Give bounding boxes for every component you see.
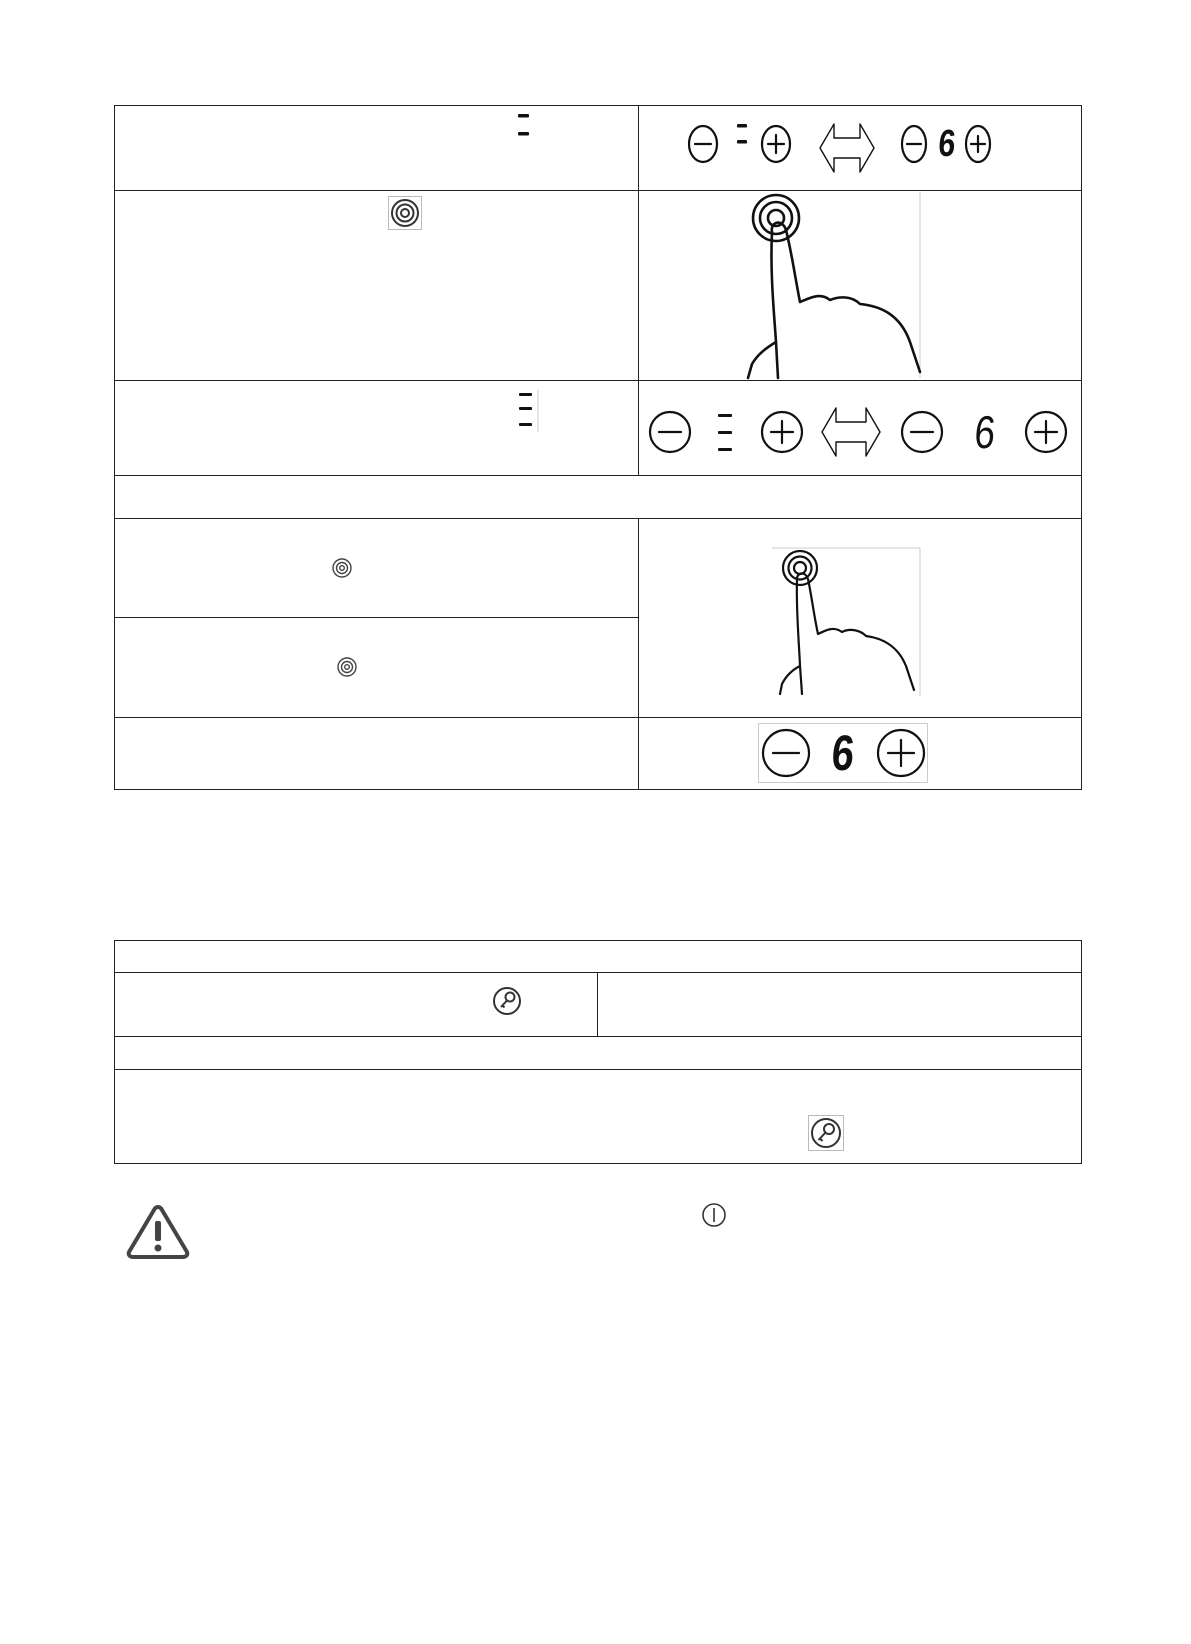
key-lock-icon [808,1115,844,1151]
column-divider [638,105,639,475]
level-digit: 6 [936,123,958,165]
triple-ring-icon [331,557,353,579]
toggle-arrow-icon [820,404,882,460]
level-digit: 6 [829,725,857,781]
row-divider [114,1036,1082,1037]
finger-touch-illustration [740,192,924,378]
panel-level-six [900,404,1072,460]
panel-level-six [900,118,992,170]
row-divider [114,1069,1082,1070]
row-divider [114,617,638,618]
panel-level-six [758,723,928,783]
key-lock-icon [492,986,522,1016]
triple-ring-icon [388,196,422,230]
row-divider [114,190,1082,191]
level-digit: 6 [972,406,998,458]
row-divider [114,475,1082,476]
column-divider [638,518,639,790]
triple-ring-icon [336,656,358,678]
column-divider [597,972,598,1036]
row-divider [114,518,1082,519]
row-divider [114,717,1082,718]
panel-level-triple-dash [648,404,808,460]
power-icon [701,1202,727,1228]
row-divider [114,972,1082,973]
panel-level-dash [686,118,796,170]
triple-dash-level-icon [517,390,539,432]
finger-touch-illustration [772,548,922,696]
dash-level-icon [516,112,532,140]
warning-triangle-icon [126,1203,190,1259]
toggle-arrow-icon [818,120,876,176]
lock-table [114,940,1082,1164]
row-divider [114,380,1082,381]
